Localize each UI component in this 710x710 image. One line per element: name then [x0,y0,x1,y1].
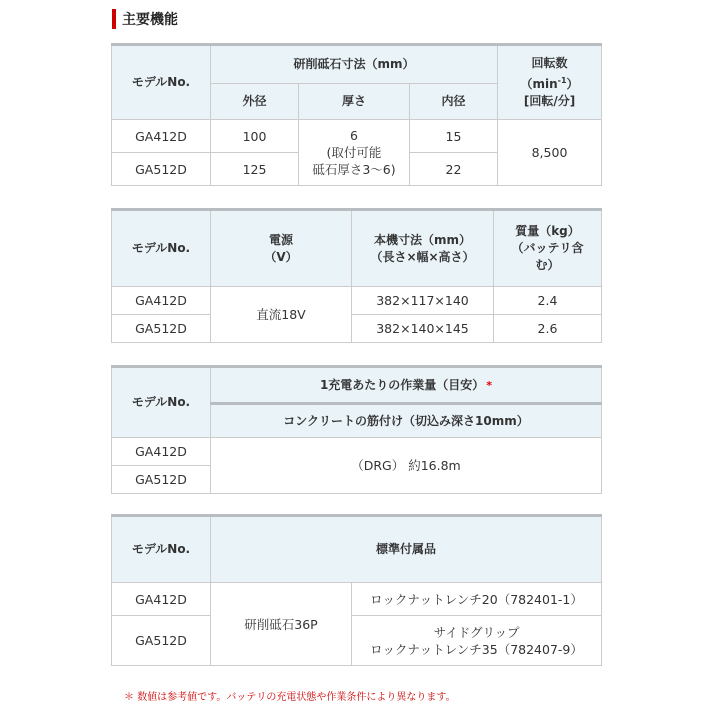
heading-accent-bar [112,9,116,29]
wheel-size-header: 研削砥石寸法（mm） [211,45,498,84]
weight-cell: 2.6 [494,315,602,343]
model-header: モデルNo. [112,516,211,583]
grinding-wheel-cell: 研削砥石36P [211,583,352,666]
model-header: モデルNo. [112,367,211,438]
footnote-text: 数値は参考値です。バッテリの充電状態や作業条件により異なります。 [137,692,456,703]
accessories-table [111,514,602,666]
power-cell: 直流18V [211,287,352,343]
thickness-header: 厚さ [299,84,410,120]
model-cell: GA412D [112,583,211,616]
power-header: 電源 （V） [211,210,352,287]
weight-cell: 2.4 [494,287,602,315]
model-cell: GA512D [112,153,211,186]
accessory-cell: サイドグリップ ロックナットレンチ35（782407-9） [352,616,602,666]
dimensions-cell: 382×140×145 [352,315,494,343]
rpm-header: 回転数 $(\min^{-1})$ [回転/分] [498,45,602,120]
asterisk-mark: * [486,378,493,392]
model-cell: GA412D [112,438,211,466]
section-heading [112,8,178,30]
dimensions-cell: 382×117×140 [352,287,494,315]
footnote [124,688,456,703]
inner-diameter-cell: 22 [410,153,498,186]
dimensions-header: 本機寸法（mm） （長さ×幅×高さ） [352,210,494,287]
accessories-header: 標準付属品 [211,516,602,583]
model-cell: GA512D [112,616,211,666]
footnote-mark: ＊ [124,692,134,703]
power-dimension-weight-table [111,208,602,343]
page-title: 主要機能 [122,12,178,28]
model-cell: GA512D [112,466,211,494]
model-header: モデルNo. [112,45,211,120]
model-header: モデルNo. [112,210,211,287]
grinding-wheel-spec-table [111,43,602,186]
inner-diameter-cell: 15 [410,120,498,153]
model-cell: GA412D [112,120,211,153]
weight-header: 質量（kg） （バッテリ含 む） [494,210,602,287]
outer-diameter-cell: 100 [211,120,299,153]
work-per-charge-table [111,365,602,494]
accessory-cell: ロックナットレンチ20（782401-1） [352,583,602,616]
concrete-scoring-header: コンクリートの筋付け（切込み深さ10mm） [211,404,602,438]
model-cell: GA412D [112,287,211,315]
model-cell: GA512D [112,315,211,343]
rpm-cell: 8,500 [498,120,602,186]
work-amount-cell: （DRG） 約16.8m [211,438,602,494]
outer-diameter-header: 外径 [211,84,299,120]
inner-diameter-header: 内径 [410,84,498,120]
outer-diameter-cell: 125 [211,153,299,186]
thickness-cell: 6 (取付可能 砥石厚さ3～6) [299,120,410,186]
work-per-charge-header: 1充電あたりの作業量（目安） * [211,367,602,404]
